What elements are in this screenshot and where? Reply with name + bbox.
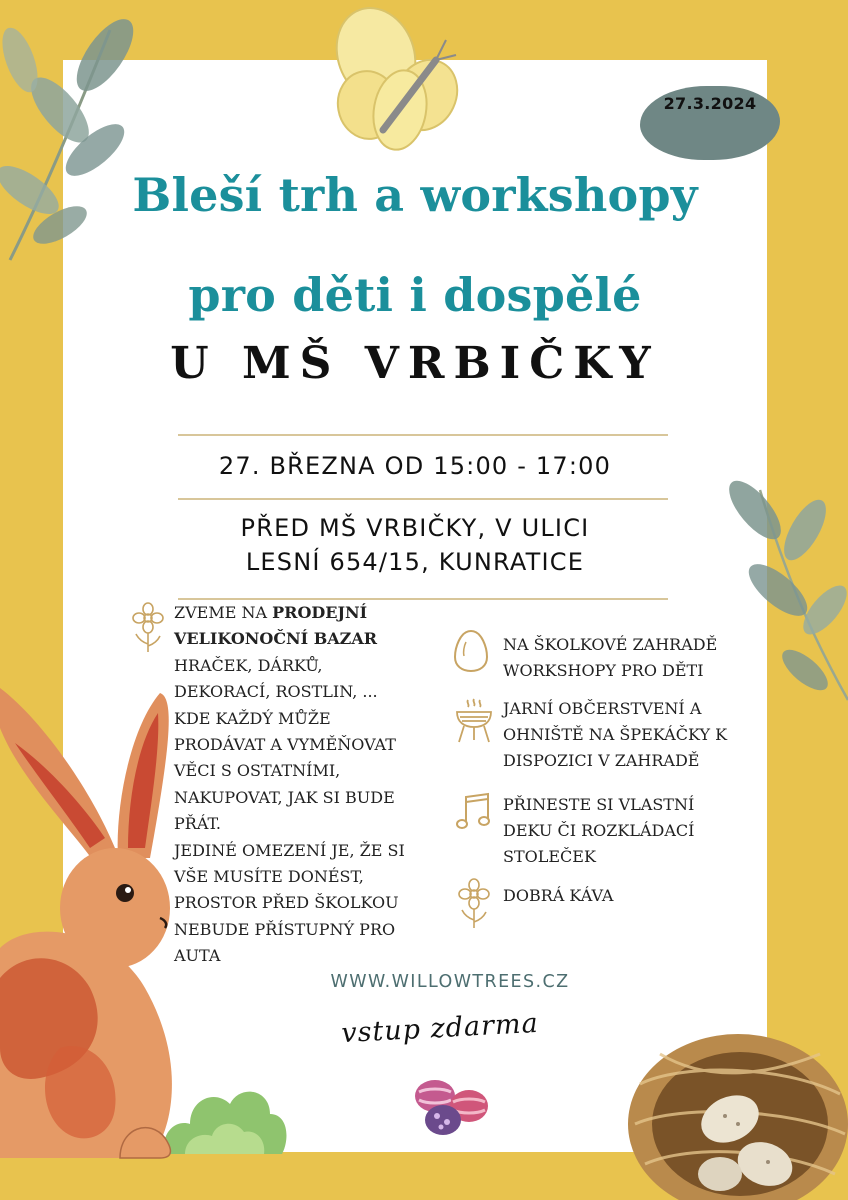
title-line-1: Bleší trh a workshopy: [132, 168, 698, 222]
feature-line: DISPOZICI V ZAHRADĚ: [503, 751, 700, 771]
date-badge-text: 27.3.2024: [663, 94, 757, 113]
event-location-line-1: PŘED MŠ VRBIČKY, V ULICI: [240, 514, 590, 542]
flower-icon: [130, 602, 166, 654]
feature-coffee: [503, 883, 613, 909]
bazar-line: [174, 626, 424, 652]
bunny-icon: [0, 688, 200, 1168]
music-note-icon: [456, 792, 492, 832]
bazar-intro: ZVEME NA: [174, 603, 273, 622]
feature-line: PŘINESTE SI VLASTNÍ: [503, 795, 695, 814]
bazar-line: DEKORACÍ, ROSTLIN, ...: [174, 682, 378, 702]
feature-line: OHNIŠTĚ NA ŠPEKÁČKY K: [503, 725, 728, 745]
feature-line: NA ŠKOLKOVÉ ZAHRADĚ: [503, 635, 718, 654]
divider-2: [178, 498, 668, 500]
bazar-line: VĚCI S OSTATNÍMI,: [174, 761, 341, 781]
egg-icon: [452, 628, 490, 674]
title-line-2: pro děti i dospělé: [188, 268, 642, 322]
grill-icon: [454, 696, 494, 744]
bazar-line: VŠE MUSÍTE DONÉST,: [174, 867, 364, 887]
feature-line: DOBRÁ KÁVA: [503, 886, 614, 905]
bazar-line: JEDINÉ OMEZENÍ JE, ŽE SI: [174, 840, 405, 860]
free-entry-text: vstup zdarma: [340, 1007, 540, 1050]
feature-line: WORKSHOPY PRO DĚTI: [503, 661, 704, 681]
bazar-line: AUTA: [174, 946, 221, 966]
bazar-line: NAKUPOVAT, JAK SI BUDE: [174, 787, 395, 807]
leaves-top-left-icon: [0, 0, 160, 270]
bazar-line: PŘÁT.: [174, 814, 221, 834]
date-badge: [640, 86, 780, 160]
feature-line: DEKU ČI ROZKLÁDACÍ: [503, 821, 695, 841]
event-time: 27. BŘEZNA OD 15:00 - 17:00: [218, 452, 612, 480]
divider-1: [178, 434, 668, 436]
website-text: WWW.WILLOWTREES.CZ: [330, 972, 570, 992]
easter-eggs-icon: [405, 1072, 495, 1142]
feature-line: STOLEČEK: [503, 847, 596, 867]
bazar-line: PROSTOR PŘED ŠKOLKOU: [174, 893, 399, 913]
bazar-description: [174, 600, 424, 970]
feature-refreshments: [503, 696, 727, 775]
bazar-bold-1: PRODEJNÍ: [272, 603, 368, 622]
bazar-line: PRODÁVAT A VYMĚŇOVAT: [174, 735, 396, 755]
title-line-3: U MŠ VRBIČKY: [170, 338, 660, 389]
flower-icon: [456, 878, 492, 930]
bazar-bold-2: VELIKONOČNÍ BAZAR: [174, 629, 378, 649]
bazar-line: NEBUDE PŘÍSTUPNÝ PRO: [174, 919, 396, 939]
feature-workshops: [503, 632, 717, 684]
butterfly-icon: [328, 0, 478, 170]
bazar-line: KDE KAŽDÝ MŮŽE: [174, 708, 331, 728]
feature-blanket: [503, 792, 694, 871]
bazar-line: [174, 600, 424, 626]
event-location-line-2: LESNÍ 654/15, KUNRATICE: [245, 548, 585, 576]
bazar-line: HRAČEK, DÁRKŮ,: [174, 655, 323, 675]
feature-line: JARNÍ OBČERSTVENÍ A: [503, 699, 702, 718]
nest-icon: [620, 1024, 848, 1200]
leaves-right-icon: [700, 470, 848, 710]
